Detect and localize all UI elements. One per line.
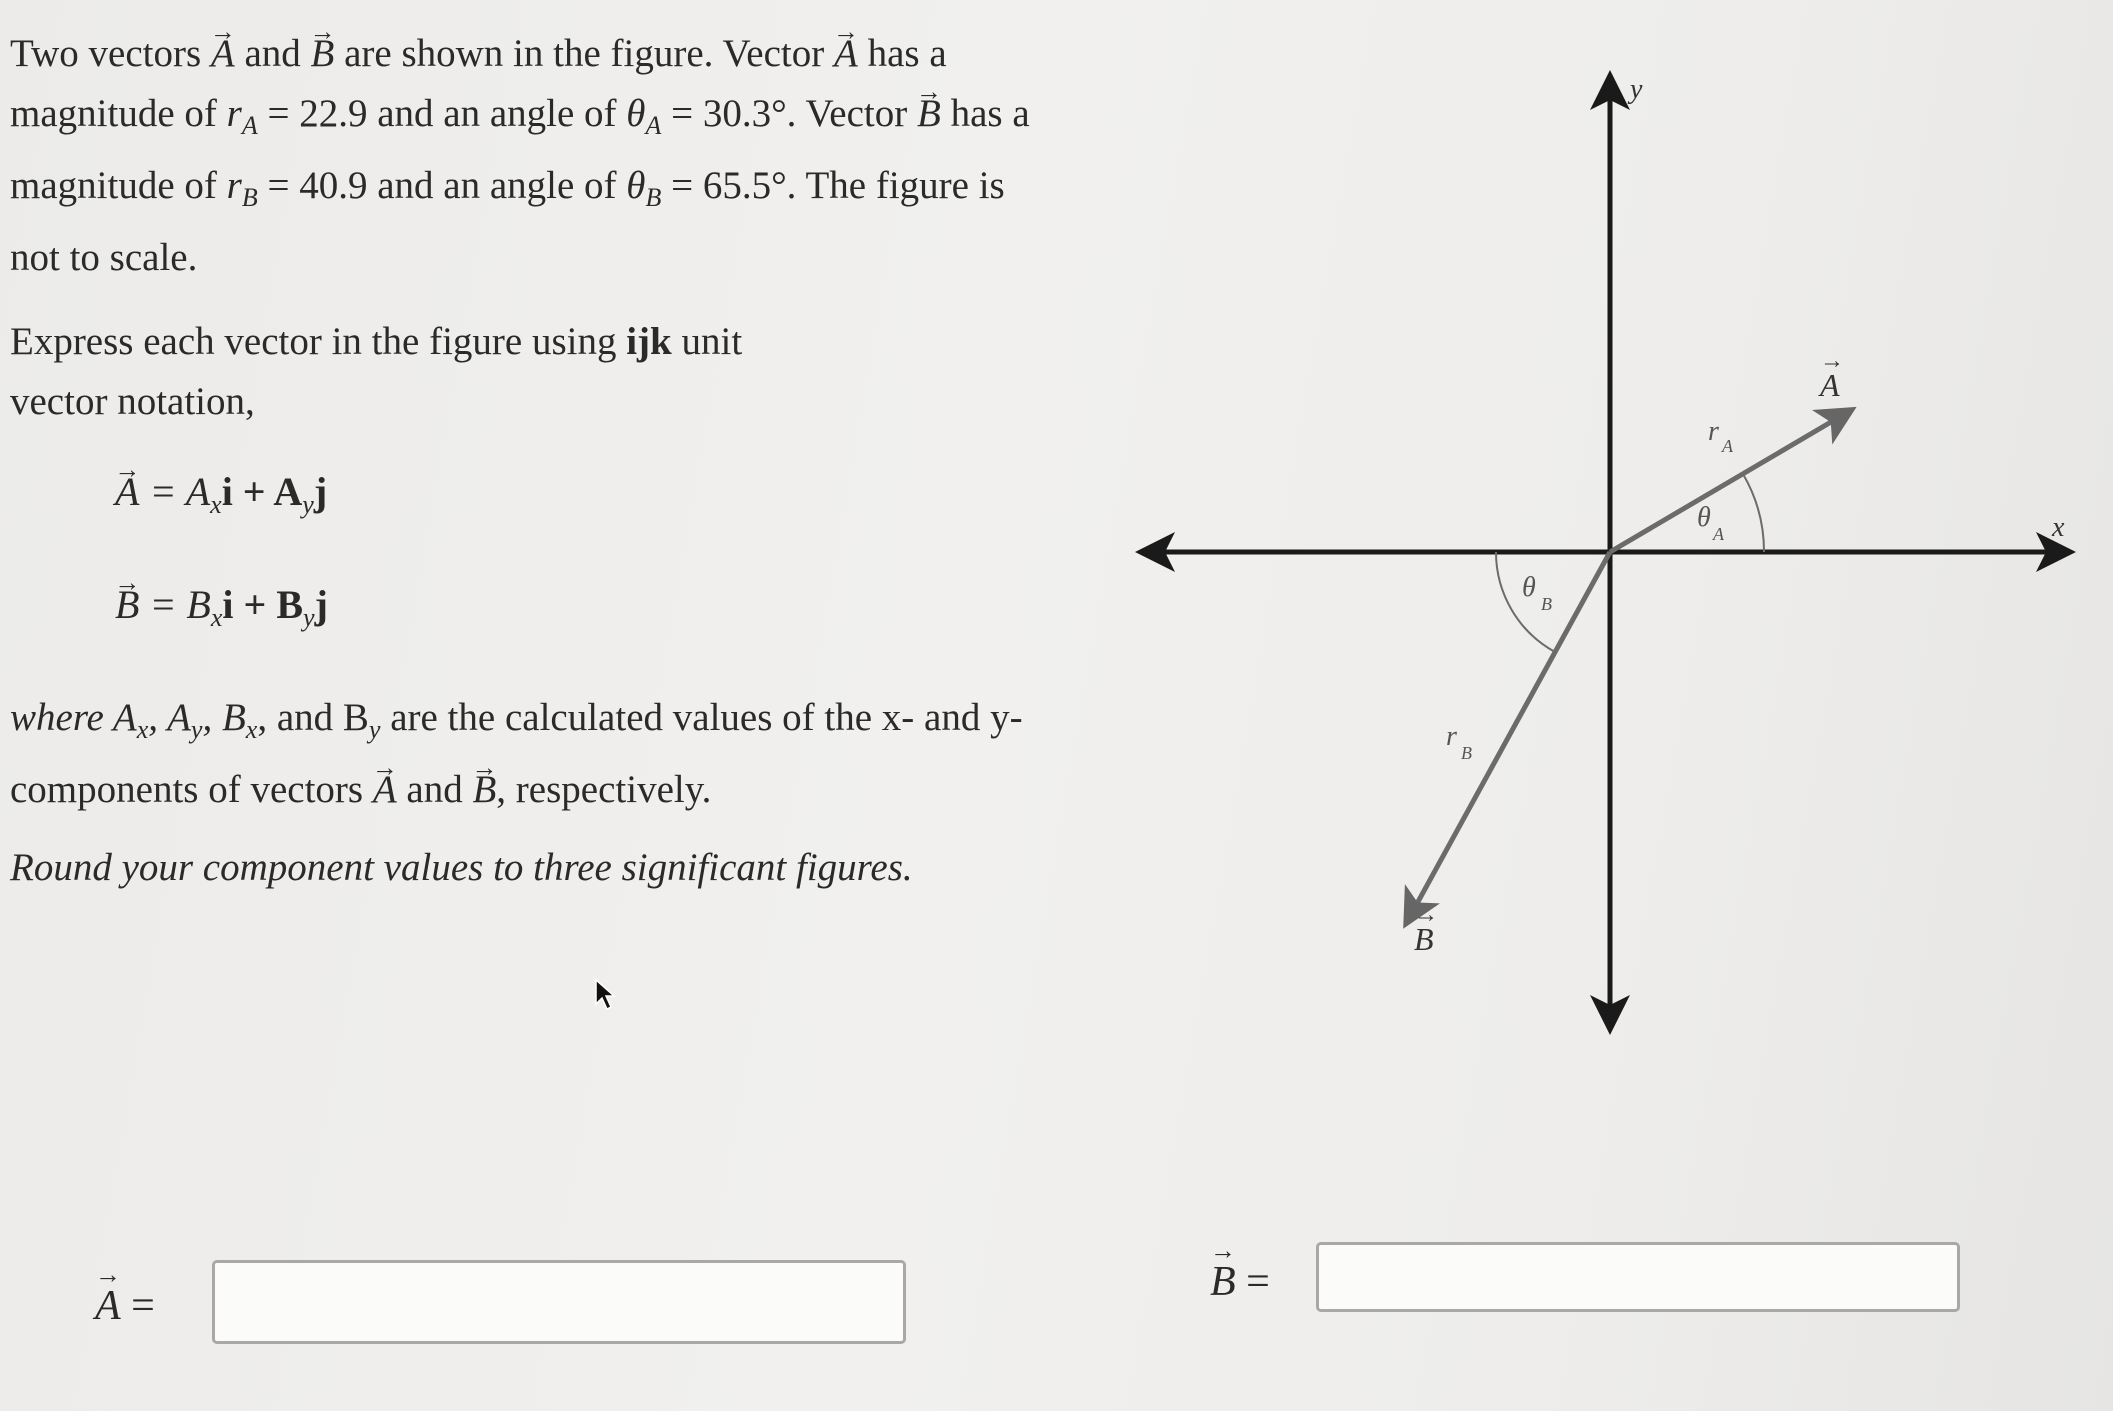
- vector-b-arrow: [1408, 552, 1610, 920]
- equation-a: → $A = A_xi + A_yj$: [115, 442, 1050, 555]
- answer-a-label: → A =: [95, 1282, 155, 1330]
- instruction: Express each vector in the figure using ijk unit vector notation,: [10, 320, 743, 423]
- vector-a-label: [1818, 348, 1844, 403]
- svg-text:B: B: [1541, 594, 1552, 614]
- svg-text:r: r: [1446, 721, 1457, 752]
- svg-text:A: A: [1820, 367, 1840, 403]
- r-b-label: [1446, 721, 1472, 763]
- svg-text:A: A: [1722, 436, 1733, 456]
- angle-a-arc: [1743, 474, 1764, 552]
- r-a-label: [1708, 416, 1734, 456]
- rounding-note: Round your component values to three significant figures.: [10, 846, 913, 889]
- svg-text:θ: θ: [1697, 502, 1711, 533]
- answer-b-label: → B =: [1210, 1258, 1270, 1306]
- x-axis-label: x: [2052, 512, 2065, 543]
- svg-text:θ: θ: [1522, 572, 1536, 603]
- svg-text:→: →: [1820, 348, 1844, 374]
- where-clause: where $A_x$, $A_y$, $B_x$, and $B_y$ are the calculated values of the x- and y-components of vectors → A and → B, respectively.: [10, 688, 1050, 820]
- svg-text:B: B: [1414, 921, 1434, 957]
- vector-a-arrow: [1610, 412, 1848, 552]
- equation-b: → $B = B_xi + B_yj$: [115, 555, 1050, 668]
- svg-text:A: A: [1713, 524, 1724, 544]
- y-axis-label: y: [1630, 74, 1643, 105]
- mouse-cursor-icon: [594, 978, 618, 1012]
- theta-a-label: [1697, 502, 1725, 544]
- svg-text:r: r: [1708, 416, 1719, 447]
- svg-text:→: →: [1414, 902, 1438, 928]
- svg-text:B: B: [1461, 743, 1472, 763]
- vector-b-label: [1414, 902, 1438, 957]
- answer-b-input[interactable]: [1316, 1242, 1960, 1312]
- problem-intro: Two vectors → A and → B are shown in the figure. Vector → A has a magnitude of $r_A = 22.9$ and an angle of $\theta_A = 30.3^\circ$. Vector → B has a magnitude of $r_B = 40.9$ and an angle of $\theta_B = 65.5^\circ$. The figure is not to scale.: [10, 24, 1050, 288]
- answer-a-input[interactable]: [212, 1260, 906, 1344]
- theta-b-label: [1522, 572, 1552, 614]
